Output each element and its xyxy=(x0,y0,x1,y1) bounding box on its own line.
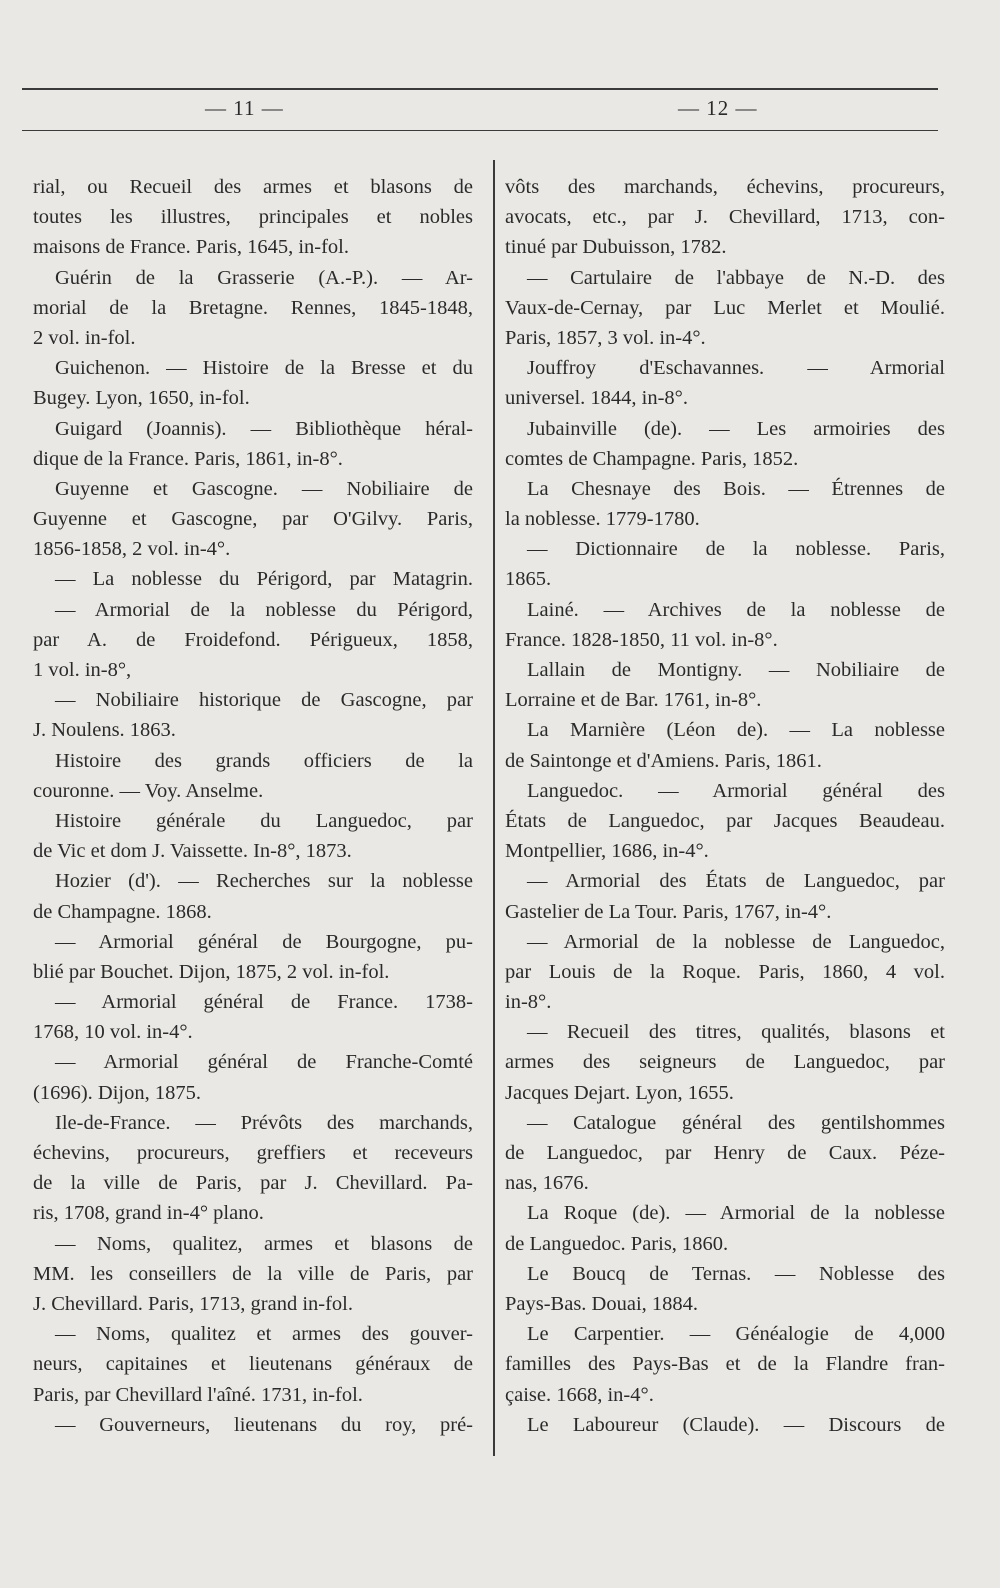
text-line: J. Chevillard. Paris, 1713, grand in-fol. xyxy=(33,1292,353,1315)
text-line: de Languedoc. Paris, 1860. xyxy=(505,1232,729,1255)
text-line: rial, ou Recueil des armes et blasons de xyxy=(33,176,473,198)
header-rule-top xyxy=(22,88,938,90)
text-line: France. 1828-1850, 11 vol. in-8°. xyxy=(505,628,778,651)
text-line: La Chesnaye des Bois. — Étrennes de xyxy=(527,477,945,500)
text-line: — Armorial de la noblesse de Languedoc, xyxy=(527,930,945,953)
page-number-left: — 11 — xyxy=(205,96,284,120)
text-line: — Nobiliaire historique de Gascogne, par xyxy=(55,689,473,712)
text-line: échevins, procureurs, greffiers et receveurs xyxy=(33,1142,473,1164)
text-line: — Gouverneurs, lieutenans du roy, pré- xyxy=(55,1413,473,1436)
text-line: de Languedoc, par Henry de Caux. Péze- xyxy=(505,1142,945,1164)
text-line: de la ville de Paris, par J. Chevillard. Pa- xyxy=(33,1172,473,1195)
text-line: La Roque (de). — Armorial de la noblesse xyxy=(527,1202,945,1225)
text-line: Bugey. Lyon, 1650, in-fol. xyxy=(33,387,250,410)
text-line: familles des Pays-Bas et de la Flandre fran- xyxy=(505,1353,945,1376)
text-line: maisons de France. Paris, 1645, in-fol. xyxy=(33,236,349,259)
text-line: 2 vol. in-fol. xyxy=(33,326,136,349)
text-line: (1696). Dijon, 1875. xyxy=(33,1081,201,1104)
text-line: Le Carpentier. — Généalogie de 4,000 xyxy=(527,1323,945,1346)
text-line: Guérin de la Grasserie (A.-P.). — Ar- xyxy=(55,266,473,289)
text-line: Paris, 1857, 3 vol. in-4°. xyxy=(505,326,706,349)
text-line: avocats, etc., par J. Chevillard, 1713, con- xyxy=(505,206,945,229)
text-line: Lallain de Montigny. — Nobiliaire de xyxy=(527,659,945,681)
text-line: Montpellier, 1686, in-4°. xyxy=(505,840,709,863)
text-line: toutes les illustres, principales et nobles xyxy=(33,206,473,229)
page-number-right: — 12 — xyxy=(678,96,758,120)
text-line: 1865. xyxy=(505,568,552,591)
text-line: Paris, par Chevillard l'aîné. 1731, in-fol. xyxy=(33,1383,363,1406)
text-line: — Armorial de la noblesse du Périgord, xyxy=(55,598,473,621)
text-line: blié par Bouchet. Dijon, 1875, 2 vol. in-fol. xyxy=(33,960,390,983)
text-line: Ile-de-France. — Prévôts des marchands, xyxy=(55,1111,473,1134)
text-line: — Recueil des titres, qualités, blasons et xyxy=(527,1021,945,1044)
text-line: de Saintonge et d'Amiens. Paris, 1861. xyxy=(505,749,822,772)
text-line: universel. 1844, in-8°. xyxy=(505,387,688,410)
text-line: 1 vol. in-8°, xyxy=(33,659,132,681)
text-line: — Armorial général de France. 1738- xyxy=(55,991,473,1014)
column-divider xyxy=(493,160,495,1456)
text-line: Languedoc. — Armorial général des xyxy=(527,779,945,802)
text-line: J. Noulens. 1863. xyxy=(33,719,176,742)
text-line: Vaux-de-Cernay, par Luc Merlet et Moulié. xyxy=(505,296,945,319)
left-column xyxy=(33,172,473,1440)
text-line: par A. de Froidefond. Périgueux, 1858, xyxy=(33,628,473,651)
text-line: nas, 1676. xyxy=(505,1172,589,1195)
text-line: par Louis de la Roque. Paris, 1860, 4 vol. xyxy=(505,960,945,983)
text-line: — Cartulaire de l'abbaye de N.-D. des xyxy=(527,266,945,289)
header-rule-bottom xyxy=(22,130,938,131)
text-line: — Armorial général de Franche-Comté xyxy=(55,1051,473,1074)
text-line: morial de la Bretagne. Rennes, 1845-1848, xyxy=(33,296,473,319)
text-line: couronne. — Voy. Anselme. xyxy=(33,779,264,802)
text-line: MM. les conseillers de la ville de Paris, par xyxy=(33,1262,473,1285)
text-line: — Armorial des États de Languedoc, par xyxy=(527,870,945,893)
text-line: Jubainville (de). — Les armoiries des xyxy=(527,417,945,440)
text-line: La Marnière (Léon de). — La noblesse xyxy=(527,719,945,742)
text-line: — La noblesse du Périgord, par Matagrin. xyxy=(55,568,473,591)
text-line: Guigard (Joannis). — Bibliothèque héral- xyxy=(55,417,473,440)
text-line: 1768, 10 vol. in-4°. xyxy=(33,1021,193,1044)
text-line: de Vic et dom J. Vaissette. In-8°, 1873. xyxy=(33,840,352,863)
text-line: — Armorial général de Bourgogne, pu- xyxy=(55,930,473,953)
text-line: Histoire générale du Languedoc, par xyxy=(55,809,473,832)
text-line: — Catalogue général des gentilshommes xyxy=(527,1111,945,1134)
text-line: Guyenne et Gascogne, par O'Gilvy. Paris, xyxy=(33,508,473,531)
text-line: tinué par Dubuisson, 1782. xyxy=(505,236,727,259)
text-line: Hozier (d'). — Recherches sur la noblesse xyxy=(55,870,473,893)
text-line: çaise. 1668, in-4°. xyxy=(505,1383,654,1406)
text-line: Pays-Bas. Douai, 1884. xyxy=(505,1292,699,1315)
right-column xyxy=(505,172,945,1440)
text-line: Le Boucq de Ternas. — Noblesse des xyxy=(527,1262,945,1285)
text-line: Histoire des grands officiers de la xyxy=(55,749,473,772)
text-line: neurs, capitaines et lieutenans généraux de xyxy=(33,1353,473,1376)
text-line: Le Laboureur (Claude). — Discours de xyxy=(527,1413,945,1436)
text-line: Jacques Dejart. Lyon, 1655. xyxy=(505,1081,734,1104)
text-line: Gastelier de La Tour. Paris, 1767, in-4°. xyxy=(505,900,832,923)
text-line: Jouffroy d'Eschavannes. — Armorial xyxy=(527,357,945,380)
text-line: de Champagne. 1868. xyxy=(33,900,212,923)
text-line: dique de la France. Paris, 1861, in-8°. xyxy=(33,447,343,470)
text-line: — Noms, qualitez, armes et blasons de xyxy=(55,1232,473,1255)
text-line: in-8°. xyxy=(505,991,552,1014)
text-line: États de Languedoc, par Jacques Beaudeau. xyxy=(505,809,945,832)
text-line: — Noms, qualitez et armes des gouver- xyxy=(55,1323,473,1346)
text-line: comtes de Champagne. Paris, 1852. xyxy=(505,447,799,470)
text-line: Guyenne et Gascogne. — Nobiliaire de xyxy=(55,477,473,500)
text-line: la noblesse. 1779-1780. xyxy=(505,508,700,531)
text-line: Guichenon. — Histoire de la Bresse et du xyxy=(55,357,473,380)
text-line: ris, 1708, grand in-4° plano. xyxy=(33,1202,264,1225)
text-line: Lainé. — Archives de la noblesse de xyxy=(527,598,945,621)
text-line: vôts des marchands, échevins, procureurs, xyxy=(505,176,945,198)
text-line: Lorraine et de Bar. 1761, in-8°. xyxy=(505,689,762,712)
text-line: armes des seigneurs de Languedoc, par xyxy=(505,1051,945,1074)
text-line: 1856-1858, 2 vol. in-4°. xyxy=(33,538,231,561)
text-line: — Dictionnaire de la noblesse. Paris, xyxy=(527,538,945,561)
